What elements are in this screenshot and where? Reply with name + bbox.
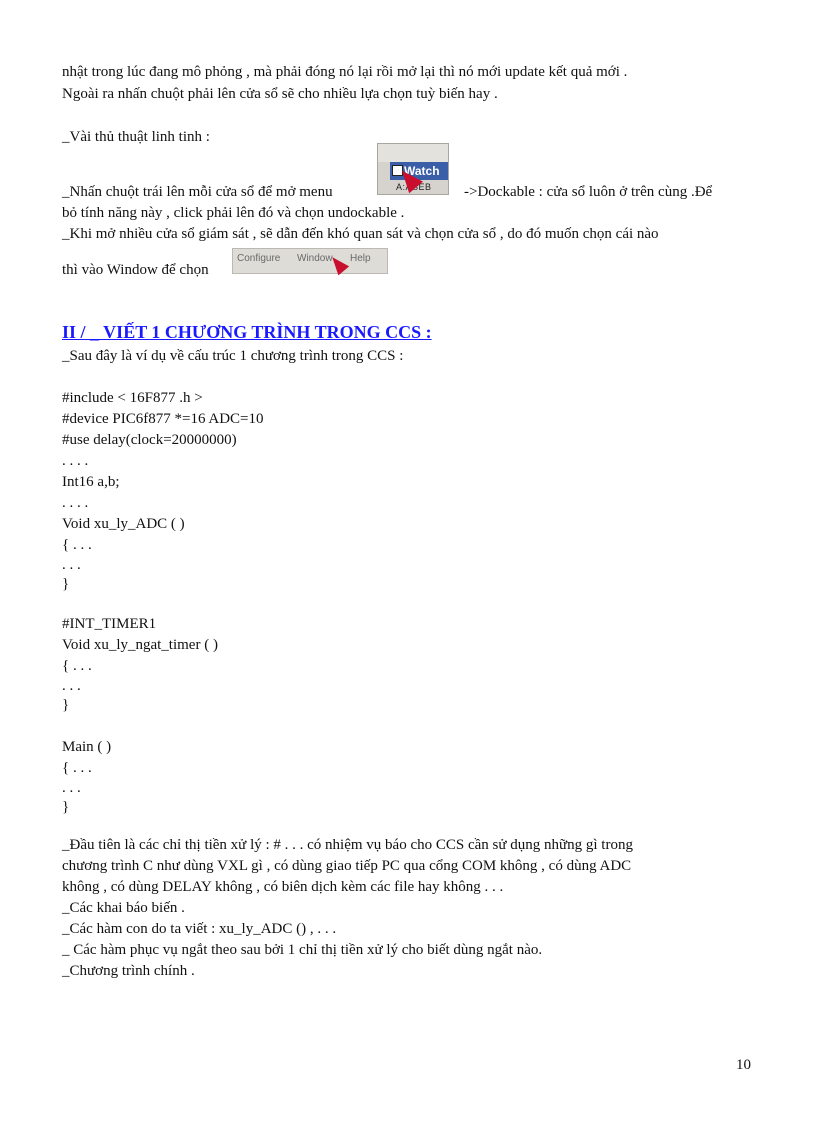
- menu-item-window: Window: [297, 253, 333, 264]
- explain-line: _Các hàm con do ta viết : xu_ly_ADC () , . . .: [62, 921, 337, 937]
- tip2-line: _Khi mở nhiều cửa sổ giám sát , sẽ dẫn đến khó quan sát và chọn cửa sổ , do đó muốn chọn cái nào: [62, 226, 659, 242]
- code-line: . . .: [62, 557, 81, 573]
- paragraph-line: Ngoài ra nhấn chuột phải lên cửa sổ sẽ cho nhiều lựa chọn tuỳ biến hay .: [62, 86, 498, 102]
- code-line: #INT_TIMER1: [62, 616, 157, 632]
- code-line: Void xu_ly_ngat_timer ( ): [62, 637, 218, 653]
- tip2-line: thì vào Window để chọn: [62, 262, 209, 278]
- code-line: . . . .: [62, 453, 89, 469]
- code-line: #include < 16F877 .h >: [62, 390, 203, 406]
- code-line: Int16 a,b;: [62, 474, 120, 490]
- explain-line: không , có dùng DELAY không , có biên dịch kèm các file hay không . . .: [62, 879, 504, 895]
- menu-item-configure: Configure: [237, 253, 281, 264]
- explain-line: _ Các hàm phục vụ ngắt theo sau bởi 1 chỉ thị tiền xử lý cho biết dùng ngắt nào.: [62, 942, 543, 958]
- code-line: { . . .: [62, 760, 92, 776]
- code-line: . . .: [62, 780, 81, 796]
- watch-window-image: [377, 143, 449, 195]
- section-heading: II / _ VIẾT 1 CHƯƠNG TRÌNH TRONG CCS :: [62, 322, 432, 342]
- code-line: . . . .: [62, 495, 89, 511]
- tip1-continuation: bỏ tính năng này , click phải lên đó và chọn undockable .: [62, 205, 405, 221]
- paragraph-line: nhật trong lúc đang mô phỏng , mà phải đóng nó lại rồi mở lại thì nó mới update kết quả mới .: [62, 64, 628, 80]
- explain-line: chương trình C như dùng VXL gì , có dùng giao tiếp PC qua cổng COM không , có dùng ADC: [62, 858, 632, 874]
- code-line: { . . .: [62, 658, 92, 674]
- watch-tab-label: Watch: [390, 162, 448, 180]
- watch-bottom-label: A:ASEB: [396, 182, 432, 192]
- page-number: 10: [736, 1057, 751, 1073]
- tip1-text-before: _Nhấn chuột trái lên mỗi cửa sổ để mở menu: [62, 184, 333, 200]
- explain-line: _Đầu tiên là các chỉ thị tiền xử lý : # . . . có nhiệm vụ báo cho CCS cần sử dụng những gì trong: [62, 837, 633, 853]
- tips-heading: _Vài thủ thuật linh tinh :: [62, 129, 210, 145]
- code-line: . . .: [62, 678, 81, 694]
- menu-item-help: Help: [350, 253, 371, 264]
- code-line: Void xu_ly_ADC ( ): [62, 516, 185, 532]
- code-line: { . . .: [62, 537, 92, 553]
- code-line: Main ( ): [62, 739, 112, 755]
- code-line: #device PIC6f877 *=16 ADC=10: [62, 411, 264, 427]
- code-line: }: [62, 799, 70, 815]
- menu-bar-image: [232, 248, 388, 274]
- explain-line: _Các khai báo biến .: [62, 900, 185, 916]
- code-line: }: [62, 697, 70, 713]
- code-line: #use delay(clock=20000000): [62, 432, 237, 448]
- section-intro: _Sau đây là ví dụ về cấu trúc 1 chương trình trong CCS :: [62, 348, 404, 364]
- tip1-text-after: ->Dockable : cửa sổ luôn ở trên cùng .Để: [464, 184, 713, 200]
- code-line: }: [62, 576, 70, 592]
- explain-line: _Chương trình chính .: [62, 963, 195, 979]
